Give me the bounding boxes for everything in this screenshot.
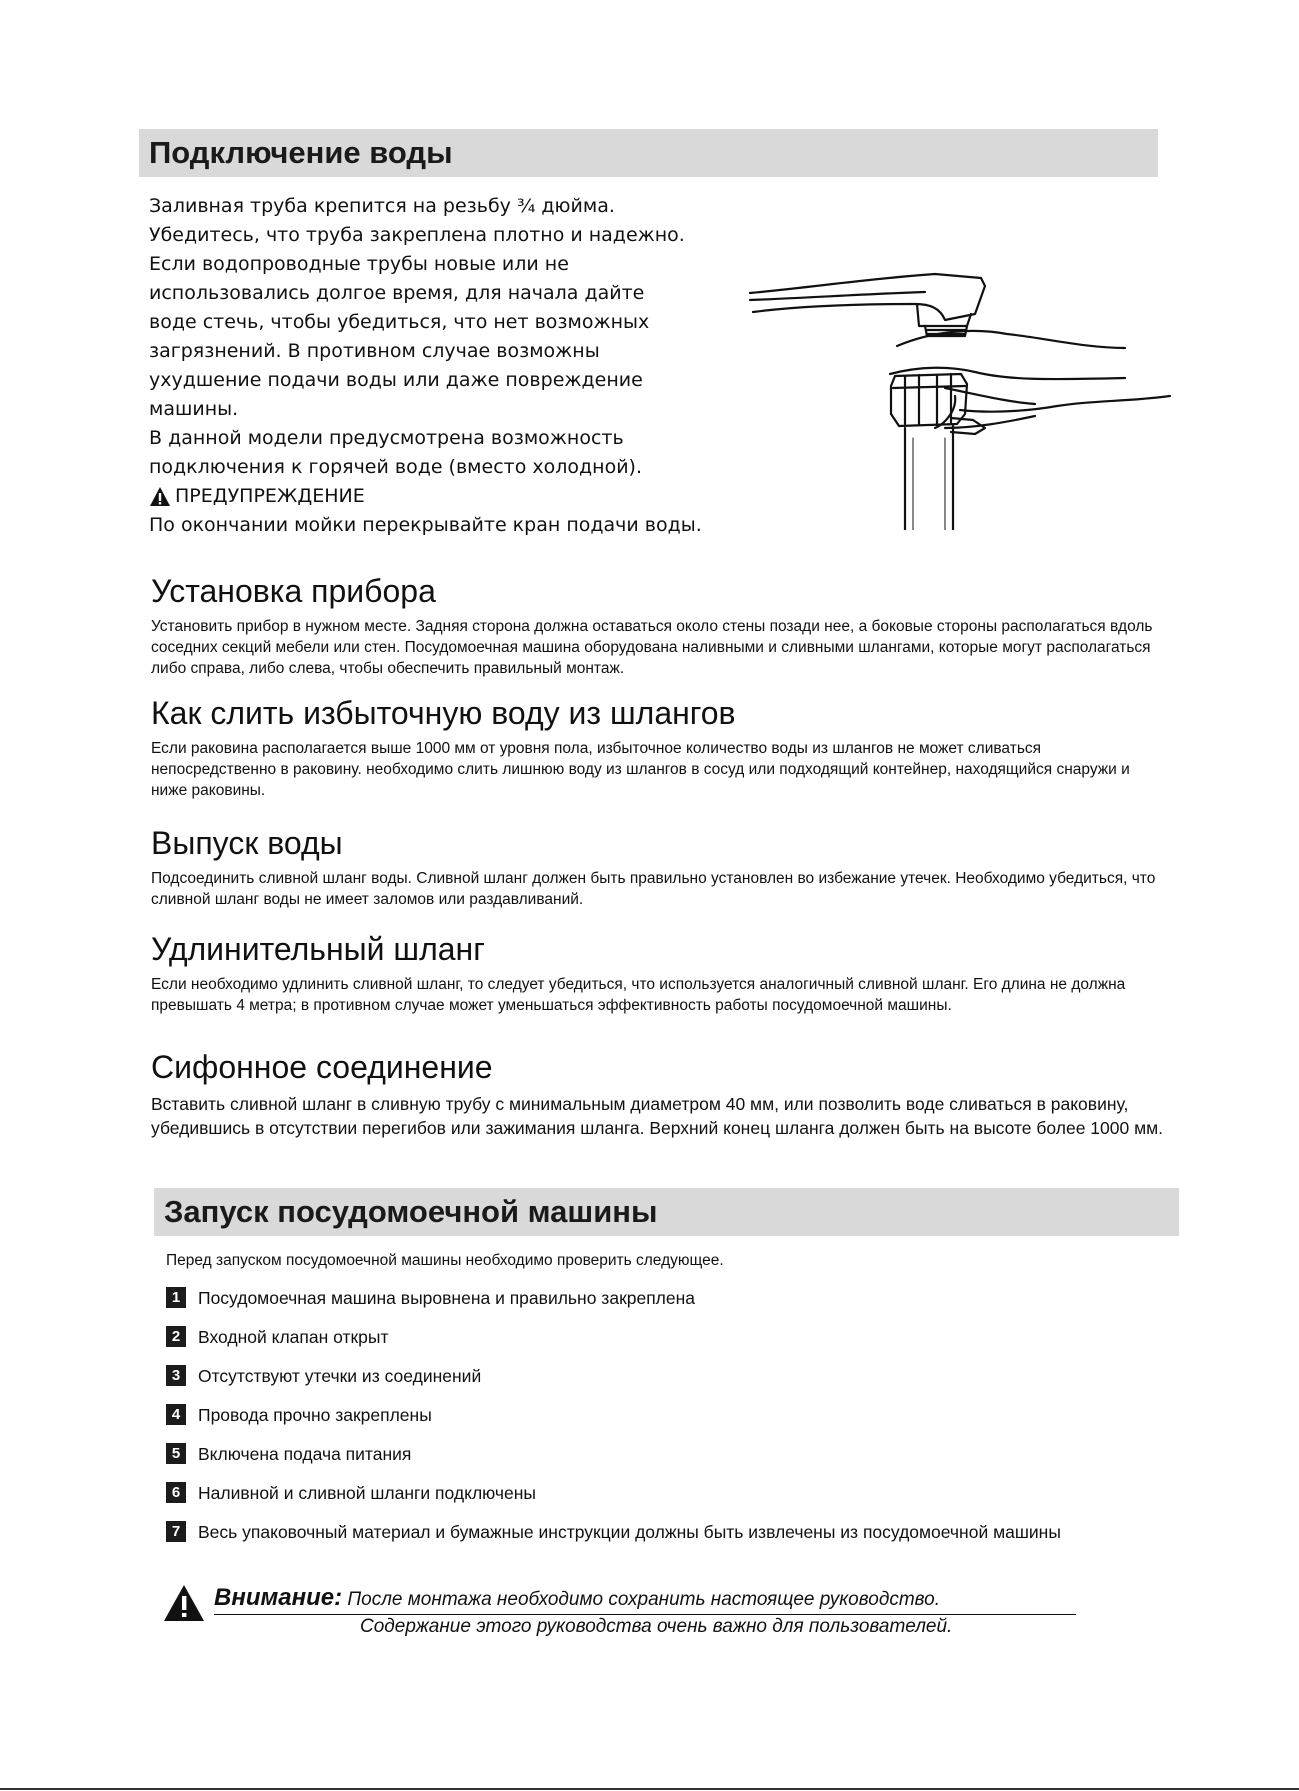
checklist-item — [166, 1482, 1126, 1521]
water-section-header: Подключение воды — [139, 129, 1158, 177]
startup-intro: Перед запуском посудомоечной машины необходимо проверить следующее. — [166, 1252, 724, 1269]
water-line: загрязнений. В противном случае возможны — [149, 340, 600, 362]
item-number: 5 — [166, 1443, 186, 1464]
caution-text-1: После монтажа необходимо сохранить настоящее руководство. — [347, 1589, 940, 1610]
warning-triangle-icon — [149, 486, 171, 508]
startup-checklist — [166, 1287, 1126, 1581]
checklist-item — [166, 1521, 1126, 1581]
footer-rule — [0, 1788, 1299, 1790]
faucet-hose-icon — [745, 268, 1180, 530]
water-line: Если водопроводные трубы новые или не — [149, 253, 569, 275]
item-number: 4 — [166, 1404, 186, 1425]
item-number: 3 — [166, 1365, 186, 1386]
item-text: Отсутствуют утечки из соединений — [198, 1366, 482, 1386]
item-number: 2 — [166, 1326, 186, 1347]
item-text: Наливной и сливной шланги подключены — [198, 1483, 536, 1503]
water-line: Убедитесь, что труба закреплена плотно и надежно. — [149, 224, 685, 246]
checklist-item — [166, 1404, 1126, 1443]
checklist-item — [166, 1365, 1126, 1404]
install-text: Установить прибор в нужном месте. Задняя сторона должна оставаться около стены позади нее, а боковые стороны располагаться вдоль соседних секций мебели или стен. Посудомоечная машина оборудована наливными и сливными шлангами, которые могут располагаться либо справа, либо слева, чтобы обеспечить правильный монтаж. — [151, 618, 1153, 677]
water-line: Заливная труба крепится на резьбу ¾ дюйма. — [149, 195, 615, 217]
item-text: Включена подача питания — [198, 1444, 412, 1464]
item-text: Входной клапан открыт — [198, 1327, 389, 1347]
drain-excess-title: Как слить избыточную воду из шлангов — [151, 695, 736, 731]
item-number: 6 — [166, 1482, 186, 1503]
item-number: 7 — [166, 1521, 186, 1542]
extension-title: Удлинительный шланг — [151, 931, 485, 967]
extension-text: Если необходимо удлинить сливной шланг, то следует убедиться, что используется аналогичный сливной шланг. Его длина не должна превышать 4 метра; в противном случае может уменьшаться эффективность работы посудомоечной машины. — [151, 976, 1126, 1014]
water-line: подключения к горячей воде (вместо холодной). — [149, 456, 642, 478]
drain-excess-text: Если раковина располагается выше 1000 мм от уровня пола, избыточное количество воды из шлангов не может сливаться непосредственно в раковину. необходимо слить лишнюю воду из шлангов в сосуд или подходящий контейнер, находящийся снаружи и ниже раковины. — [151, 740, 1130, 799]
water-line: В данной модели предусмотрена возможность — [149, 427, 624, 449]
caution-line-1 — [214, 1584, 1076, 1615]
caution-label: Внимание: — [214, 1584, 343, 1611]
caution-line-2: Содержание этого руководства очень важно для пользователей. — [360, 1616, 953, 1637]
water-line: воде стечь, чтобы убедиться, что нет возможных — [149, 311, 650, 333]
checklist-item — [166, 1443, 1126, 1482]
warning-text: По окончании мойки перекрывайте кран подачи воды. — [149, 514, 702, 536]
checklist-item — [166, 1287, 1126, 1326]
install-title: Установка прибора — [151, 573, 436, 609]
warning-triangle-icon — [163, 1584, 205, 1622]
item-text: Посудомоечная машина выровнена и правильно закреплена — [198, 1288, 696, 1308]
outlet-title: Выпуск воды — [151, 825, 343, 861]
water-instructions — [149, 192, 749, 540]
outlet-text: Подсоединить сливной шланг воды. Сливной шланг должен быть правильно установлен во избежание утечек. Необходимо убедиться, что сливной шланг воды не имеет заломов или раздавливаний. — [151, 870, 1156, 908]
warning-label: ПРЕДУПРЕЖДЕНИЕ — [175, 485, 365, 507]
item-text: Провода прочно закреплены — [198, 1405, 432, 1425]
item-text: Весь упаковочный материал и бумажные инструкции должны быть извлечены из посудомоечной машины — [198, 1522, 1061, 1542]
item-number: 1 — [166, 1287, 186, 1308]
checklist-item — [166, 1326, 1126, 1365]
water-line: машины. — [149, 398, 239, 420]
siphon-text: Вставить сливной шланг в сливную трубу с минимальным диаметром 40 мм, или позволить воде сливаться в раковину, убедившись в отсутствии перегибов или зажимания шланга. Верхний конец шланга должен быть на высоте более 1000 мм. — [151, 1094, 1164, 1138]
water-line: ухудшение подачи воды или даже повреждение — [149, 369, 643, 391]
startup-section-header: Запуск посудомоечной машины — [154, 1188, 1179, 1236]
siphon-title: Сифонное соединение — [151, 1049, 493, 1085]
warning-heading — [149, 482, 749, 511]
water-line: использовались долгое время, для начала дайте — [149, 282, 645, 304]
